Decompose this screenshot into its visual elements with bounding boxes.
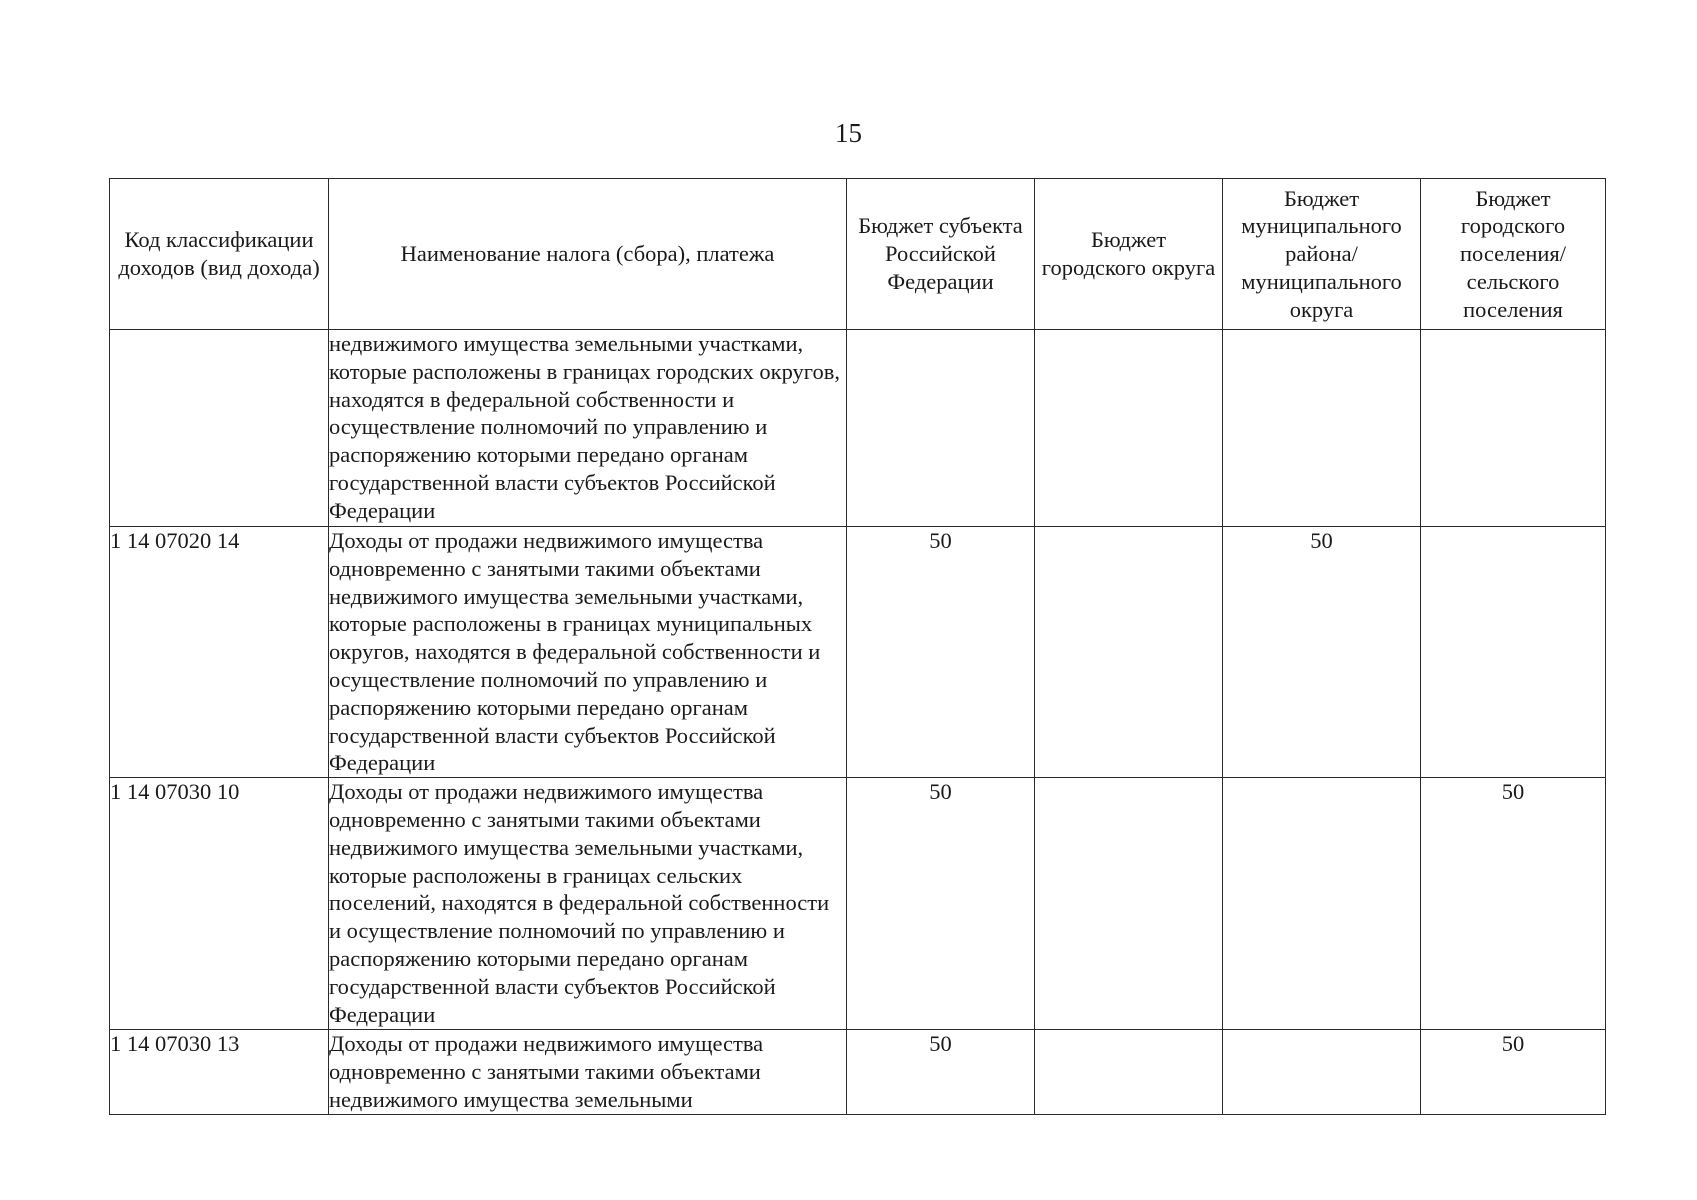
cell-code: 1 14 07030 13: [110, 1030, 329, 1115]
cell-subject-budget: 50: [847, 1030, 1035, 1115]
cell-settlement-budget: 50: [1421, 1030, 1606, 1115]
cell-name: Доходы от продажи недвижимого имущества одновременно с занятыми такими объектами недвижимого имущества земельными участками, которые расположены в границах сельских поселений, находятся в федеральной собственности и осуществление полномочий по управлению и распоряжению которыми передано органам государственной власти субъектов Российской Федерации: [329, 778, 847, 1030]
cell-settlement-budget: [1421, 527, 1606, 778]
table-header-row: [110, 179, 1606, 330]
cell-name: недвижимого имущества земельными участками, которые расположены в границах городских округов, находятся в федеральной собственности и осуществление полномочий по управлению и распоряжению которыми передано органам государственной власти субъектов Российской Федерации: [329, 330, 847, 527]
cell-municipal-district-budget: [1223, 1030, 1421, 1115]
cell-city-district-budget: [1035, 527, 1223, 778]
cell-code: 1 14 07020 14: [110, 527, 329, 778]
cell-subject-budget: [847, 330, 1035, 527]
cell-settlement-budget: [1421, 330, 1606, 527]
cell-city-district-budget: [1035, 1030, 1223, 1115]
header-code: Код классификации доходов (вид дохода): [110, 179, 329, 330]
cell-subject-budget: 50: [847, 778, 1035, 1030]
cell-municipal-district-budget: [1223, 330, 1421, 527]
table-row: [110, 527, 1606, 778]
table-row: [110, 1030, 1606, 1115]
table-row: [110, 778, 1606, 1030]
cell-name: Доходы от продажи недвижимого имущества одновременно с занятыми такими объектами недвижимого имущества земельными: [329, 1030, 847, 1115]
cell-subject-budget: 50: [847, 527, 1035, 778]
header-name: Наименование налога (сбора), платежа: [329, 179, 847, 330]
cell-name: Доходы от продажи недвижимого имущества одновременно с занятыми такими объектами недвижимого имущества земельными участками, которые расположены в границах муниципальных округов, находятся в федеральной собственности и осуществление полномочий по управлению и распоряжению которыми передано органам государственной власти субъектов Российской Федерации: [329, 527, 847, 778]
cell-code: 1 14 07030 10: [110, 778, 329, 1030]
table-row: [110, 330, 1606, 527]
cell-municipal-district-budget: 50: [1223, 527, 1421, 778]
header-settlement-budget: Бюджет городского поселения/ сельского поселения: [1421, 179, 1606, 330]
cell-city-district-budget: [1035, 778, 1223, 1030]
page-number: 15: [835, 118, 862, 148]
cell-city-district-budget: [1035, 330, 1223, 527]
cell-code: [110, 330, 329, 527]
header-municipal-district-budget: Бюджет муниципального района/ муниципального округа: [1223, 179, 1421, 330]
header-city-district-budget: Бюджет городского округа: [1035, 179, 1223, 330]
header-subject-budget: Бюджет субъекта Российской Федерации: [847, 179, 1035, 330]
income-distribution-table: [109, 178, 1606, 1115]
cell-municipal-district-budget: [1223, 778, 1421, 1030]
cell-settlement-budget: 50: [1421, 778, 1606, 1030]
